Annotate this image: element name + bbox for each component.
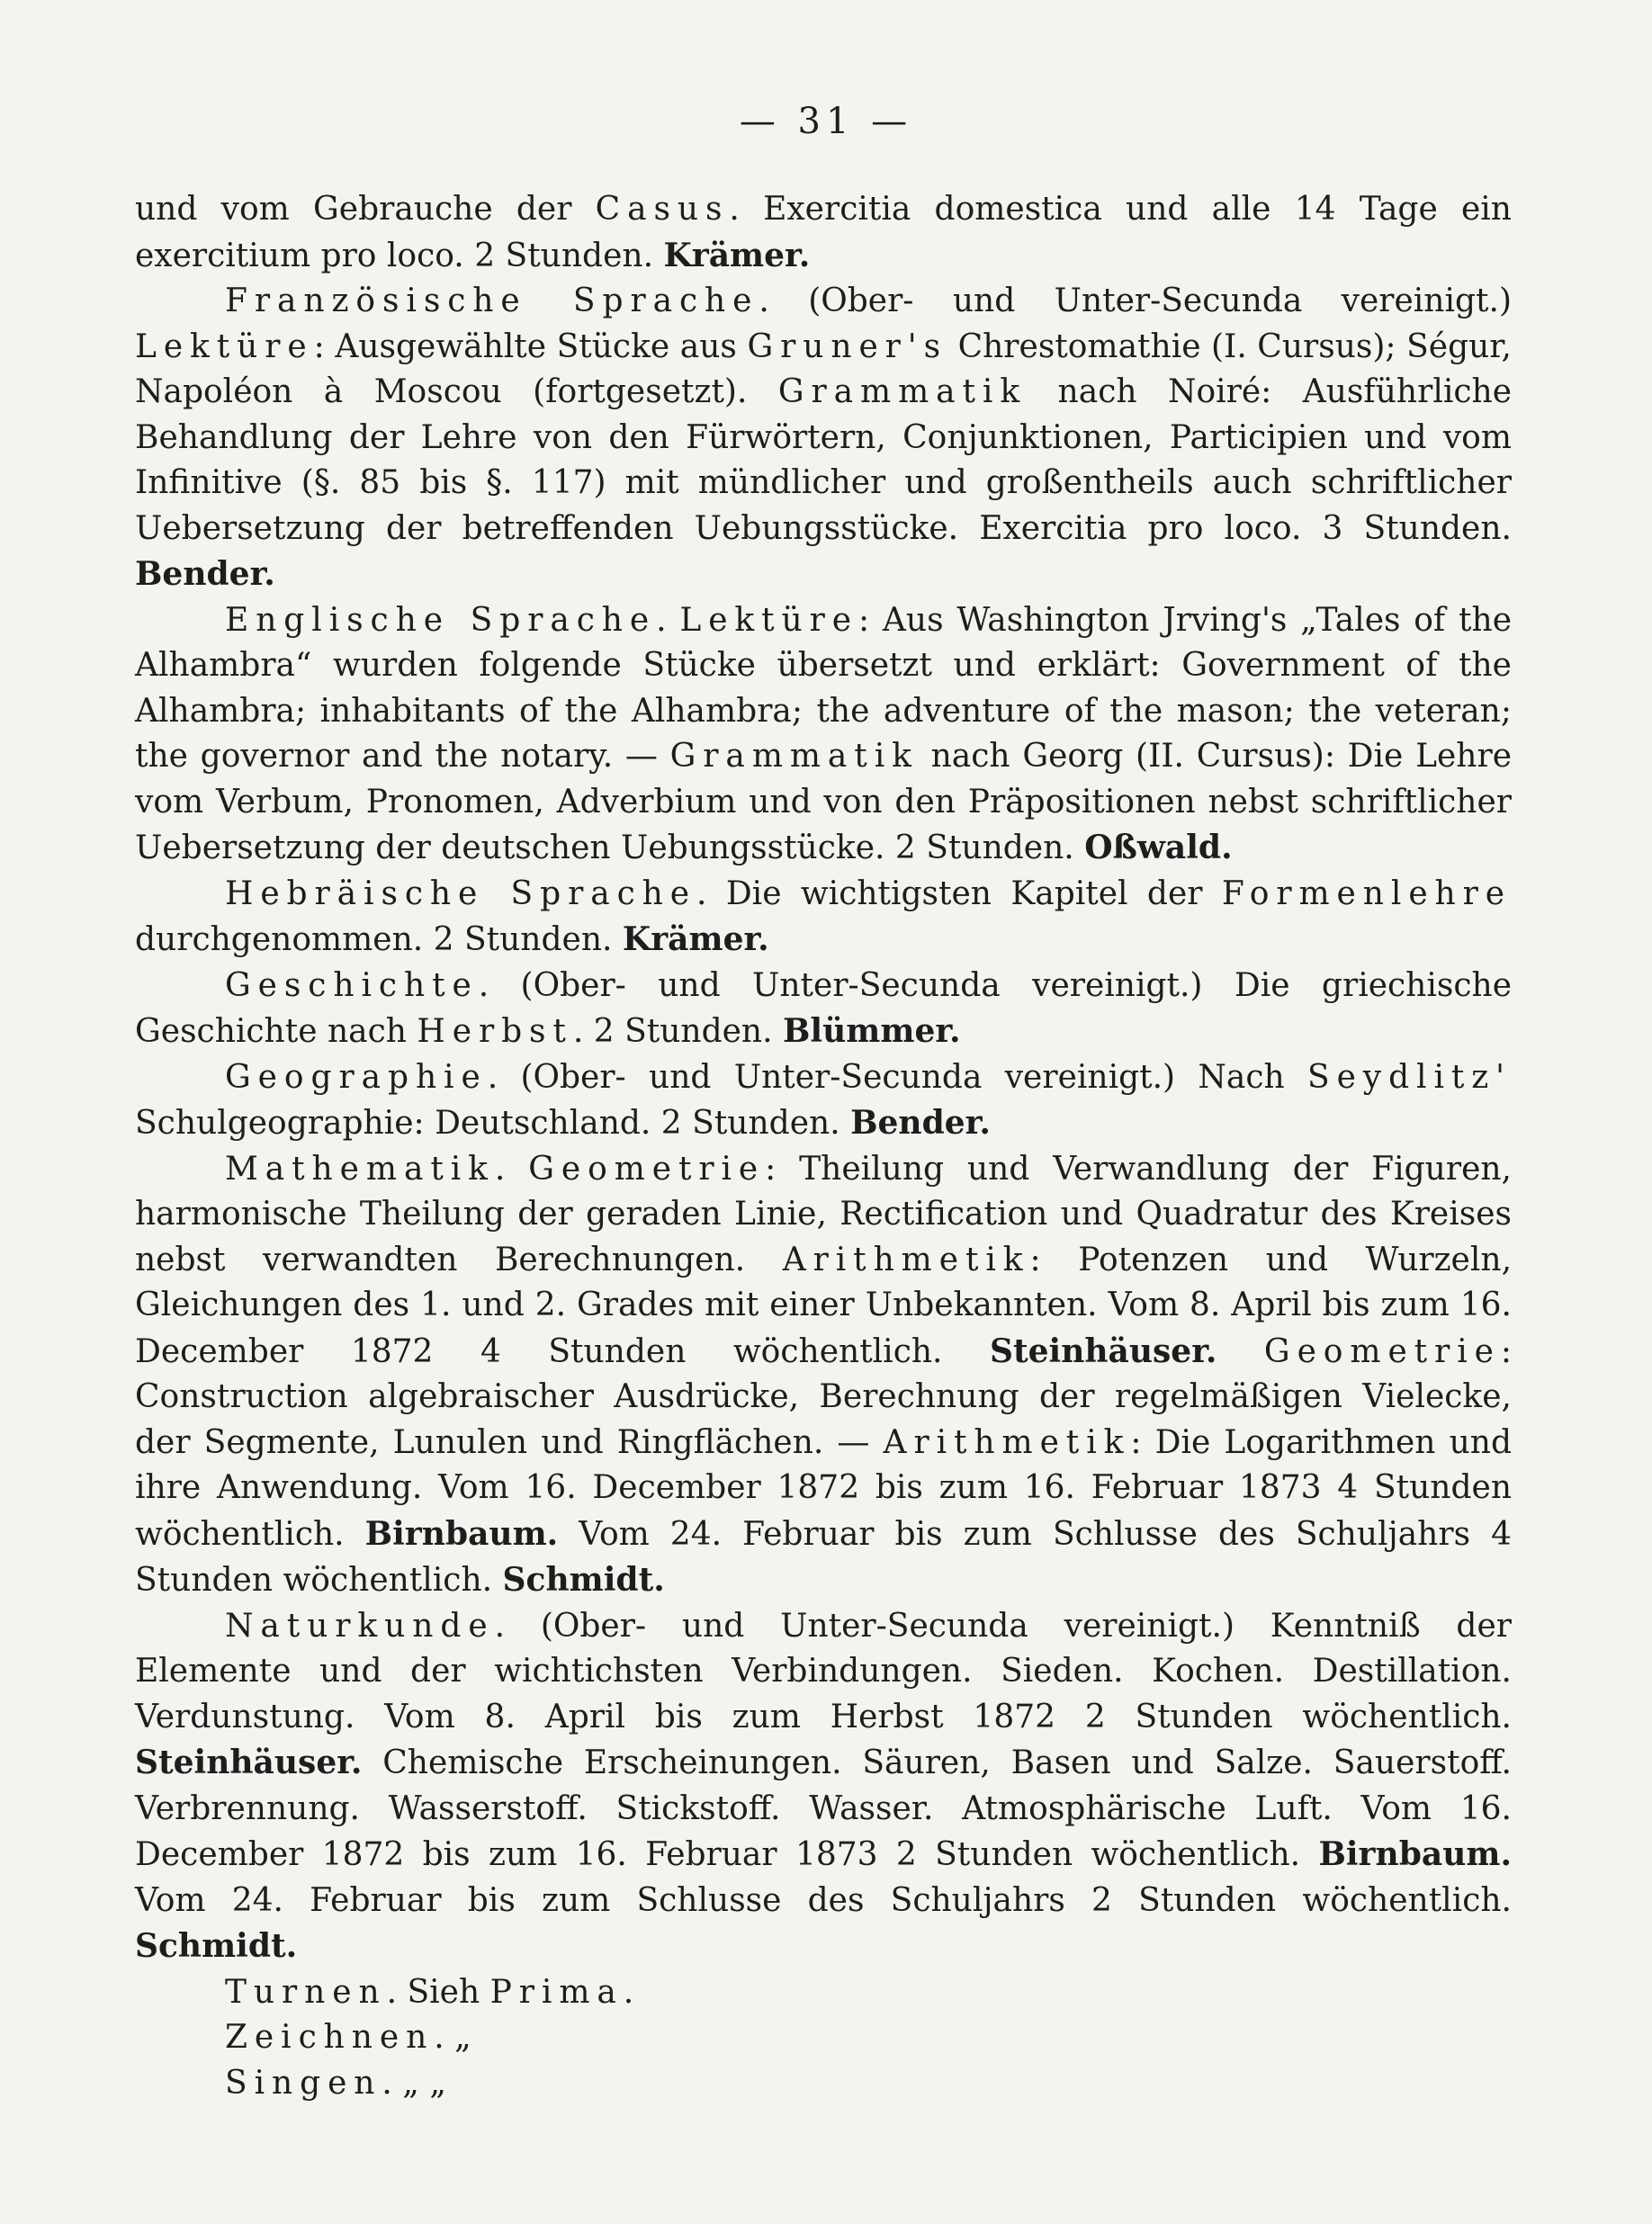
text-segment: nach Georg (II. Cursus): Die Lehre vom Verbum, Pronomen, Adverbium und von den Präpositionen nebst schriftlicher Uebersetzung der deutschen Uebungsstücke. 2 Stunden. bbox=[135, 738, 1513, 866]
teacher-name: Schmidt. bbox=[135, 1927, 298, 1965]
text-segment: . Die wichtigsten Kapitel der bbox=[696, 874, 1222, 912]
teacher-name: Steinhäuser. bbox=[989, 1332, 1217, 1370]
paragraph bbox=[135, 2015, 1512, 2061]
subject-heading: Formenlehre bbox=[1221, 874, 1513, 912]
teacher-name: Krämer. bbox=[663, 236, 811, 274]
text-segment: : Potenzen und Wurzeln, Gleichungen des 1. und 2. Grades mit einer Unbekannten. Vom 8. April bis zum 16. December 1872 4 Stunden wöchentlich. bbox=[135, 1241, 1513, 1370]
subject-heading: Lektüre bbox=[679, 601, 859, 639]
teacher-name: Bender. bbox=[135, 555, 275, 593]
text-segment: . Exercitia domestica und alle 14 Tage ein exercitium pro loco. 2 Stunden. bbox=[135, 191, 1512, 274]
subject-heading: Grammatik bbox=[669, 738, 919, 775]
subject-heading: Arithmetik bbox=[782, 1241, 1030, 1278]
text-segment: Vom 24. Februar bis zum Schlusse des Schuljahrs 4 Stunden wöchentlich. bbox=[135, 1515, 1512, 1599]
paragraph bbox=[135, 187, 1512, 279]
subject-heading: Hebräische Sprache bbox=[225, 874, 697, 912]
text-segment: und vom Gebrauche der bbox=[135, 191, 596, 228]
paragraph bbox=[135, 598, 1512, 872]
paragraph bbox=[135, 872, 1512, 964]
paragraph bbox=[135, 279, 1512, 598]
subject-heading: Casus bbox=[595, 191, 730, 228]
teacher-name: Birnbaum. bbox=[1318, 1835, 1512, 1873]
text-segment: . 2 Stunden. bbox=[572, 1013, 783, 1050]
text-segment: . bbox=[494, 1150, 529, 1188]
teacher-name: Bender. bbox=[850, 1104, 991, 1142]
text-segment: nach Noiré: Ausführliche Behandlung der Lehre von den Fürwörtern, Conjunktionen, Participien und vom Infinitive (§. 85 bis §. 117) mit mündlicher und großentheils auch schriftlicher Uebersetzung der betreffenden Uebungsstücke. Exercitia pro loco. 3 Stunden. bbox=[135, 373, 1512, 547]
text-body bbox=[135, 187, 1512, 2106]
subject-heading: Grammatik bbox=[777, 373, 1028, 410]
subject-heading: Geometrie bbox=[1263, 1332, 1501, 1370]
subject-heading: Lektüre bbox=[135, 327, 314, 365]
text-segment: : Die Logarithmen und ihre Anwendung. Vom 16. December 1872 bis zum 16. Februar 1873 4 Stunden wöchentlich. bbox=[135, 1423, 1512, 1553]
text-segment bbox=[1217, 1333, 1264, 1370]
text-segment: Schulgeographie: Deutschland. 2 Stunden. bbox=[135, 1105, 851, 1142]
text-segment: : Ausgewählte Stücke aus bbox=[313, 327, 748, 365]
text-segment: : Theilung und Verwandlung der Figuren, harmonische Theilung der geraden Linie, Rectification und Quadratur des Kreises nebst verwandten Berechnungen. bbox=[135, 1150, 1513, 1278]
subject-heading: Geschichte bbox=[225, 966, 479, 1004]
subject-heading: Turnen bbox=[225, 1973, 387, 2011]
text-segment: . (Ober- und Unter-Secunda vereinigt.) Die griechische Geschichte nach bbox=[135, 966, 1512, 1050]
subject-heading: Zeichnen bbox=[225, 2019, 435, 2056]
subject-heading: Gruner's bbox=[747, 327, 948, 365]
text-segment: . bbox=[656, 601, 680, 639]
paragraph bbox=[135, 2061, 1512, 2107]
text-segment: . bbox=[623, 1973, 634, 2011]
text-segment: . „ „ bbox=[382, 2064, 447, 2102]
paragraph bbox=[135, 964, 1512, 1055]
subject-heading: Herbst bbox=[417, 1013, 573, 1050]
subject-heading: Prima bbox=[489, 1973, 624, 2011]
teacher-name: Blümmer. bbox=[782, 1012, 961, 1050]
text-segment: : Aus Washington Jrving's „Tales of the Alhambra“ wurden folgende Stücke übersetzt und erklärt: Government of the Alhambra; inhabitants of the Alhambra; the adventure of the mason; the veteran; the governor and the notary. — bbox=[135, 601, 1513, 775]
text-segment: durchgenommen. 2 Stunden. bbox=[135, 921, 623, 958]
teacher-name: Oßwald. bbox=[1084, 829, 1233, 866]
text-segment: . (Ober- und Unter-Secunda vereinigt.) bbox=[759, 282, 1513, 319]
subject-heading: Französische Sprache bbox=[225, 282, 759, 319]
subject-heading: Seydlitz' bbox=[1307, 1058, 1512, 1096]
subject-heading: Arithmetik bbox=[883, 1423, 1131, 1461]
text-segment: . (Ober- und Unter-Secunda vereinigt.) Kenntniß der Elemente und der wichtichsten Verbindungen. Sieden. Kochen. Destillation. Verdunstung. Vom 8. April bis zum Herbst 1872 2 Stunden wöchentlich. bbox=[135, 1607, 1512, 1735]
text-segment: . „ bbox=[434, 2019, 471, 2056]
teacher-name: Birnbaum. bbox=[364, 1514, 559, 1553]
subject-heading: Mathematik bbox=[225, 1150, 495, 1188]
subject-heading: Geometrie bbox=[528, 1150, 766, 1188]
text-segment: : Construction algebraischer Ausdrücke, Berechnung der regelmäßigen Vielecke, der Segmente, Lunulen und Ringflächen. — bbox=[135, 1332, 1512, 1461]
text-segment: Chemische Erscheinungen. Säuren, Basen und Salze. Sauerstoff. Verbrennung. Wasserstoff. Stickstoff. Wasser. Atmosphärische Luft. Vom 16. December 1872 bis zum 16. Februar 1873 2 Stunden wöchentlich. bbox=[135, 1744, 1512, 1873]
teacher-name: Steinhäuser. bbox=[135, 1744, 363, 1781]
teacher-name: Krämer. bbox=[622, 920, 769, 958]
text-segment: . (Ober- und Unter-Secunda vereinigt.) Nach bbox=[487, 1058, 1307, 1096]
text-segment: Chrestomathie (I. Cursus); Ségur, Napoléon à Moscou (fortgesetzt). bbox=[135, 327, 1512, 410]
subject-heading: Geographie bbox=[225, 1058, 488, 1096]
page-number: — 31 — bbox=[739, 101, 913, 142]
subject-heading: Singen bbox=[225, 2064, 382, 2102]
subject-heading: Englische Sprache bbox=[225, 601, 657, 639]
paragraph bbox=[135, 1604, 1512, 1970]
paragraph bbox=[135, 1147, 1512, 1604]
paragraph bbox=[135, 1970, 1512, 2016]
teacher-name: Schmidt. bbox=[502, 1561, 665, 1599]
text-segment: Vom 24. Februar bis zum Schlusse des Schuljahrs 2 Stunden wöchentlich. bbox=[135, 1881, 1512, 1919]
subject-heading: Naturkunde bbox=[225, 1607, 495, 1645]
paragraph bbox=[135, 1055, 1512, 1147]
text-segment: . Sieh bbox=[386, 1973, 490, 2011]
